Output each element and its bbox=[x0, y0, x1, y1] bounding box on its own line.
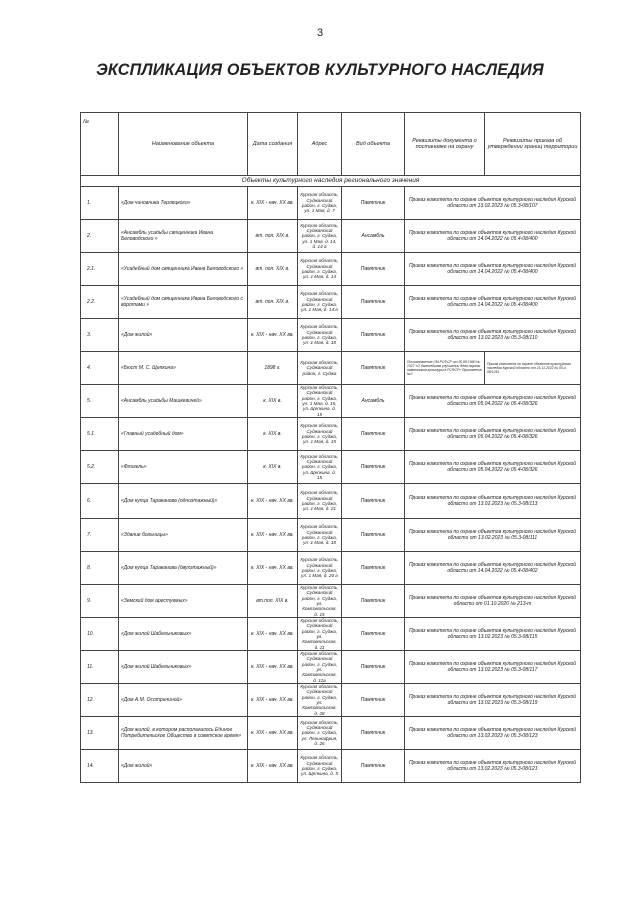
doc-order: Приказ комитета по охране объектов культурного наследия Курской области от 05.04.2022 № 05.4-08/326 bbox=[405, 385, 581, 418]
doc-order: Приказ комитета по охране объектов культурного наследия Курской области от 14.04.2022 № 05.4-08/402 bbox=[405, 552, 581, 585]
header-doc-protection: Реквизиты документа о постановке на охрану bbox=[405, 113, 485, 176]
creation-date: к. XIX в. bbox=[248, 418, 298, 451]
doc-order: Приказ комитета по охране объектов культурного наследия Курской области от 13.02.2023 № 05.3-08/115 bbox=[405, 618, 581, 651]
object-name: «Дом жилой» bbox=[119, 750, 248, 783]
table-row bbox=[81, 684, 581, 717]
object-name: «Дом жилой Шабельниковых» bbox=[119, 618, 248, 651]
creation-date: вт.пол. XIX в. bbox=[248, 585, 298, 618]
object-address: Курская область, Суджанский район, г. Суджа, ул. Щепкина, д. 15 bbox=[298, 451, 342, 484]
object-type: Ансамбль bbox=[342, 220, 405, 253]
object-address: Курская область, Суджанский район, г. Суджа, ул. Комсомольская, д. 15 bbox=[298, 585, 342, 618]
row-number: 5. bbox=[81, 385, 119, 418]
table-row bbox=[81, 352, 581, 385]
creation-date: к. XIX в. bbox=[248, 451, 298, 484]
object-name: «Дом чиновника Терлецкого» bbox=[119, 187, 248, 220]
object-address: Курская область, Суджанский район, г. Суджа, ул. 1 Мая, д. 21 bbox=[298, 484, 342, 519]
row-number: 11. bbox=[81, 651, 119, 684]
table-row bbox=[81, 585, 581, 618]
object-type: Памятник bbox=[342, 484, 405, 519]
doc-order: Приказ комитета по охране объектов культурного наследия Курской области от 13.02.2023 № 05.3-08/107 bbox=[405, 187, 581, 220]
section-row bbox=[81, 176, 581, 187]
creation-date: к. XIX - нач. XX вв. bbox=[248, 717, 298, 750]
object-name: «Главный усадебный дом» bbox=[119, 418, 248, 451]
row-number: 9. bbox=[81, 585, 119, 618]
creation-date: к. XIX в. bbox=[248, 385, 298, 418]
object-address: Курская область, Суджанский район, г. Суджа, ул. Комсомольская, д. 28 bbox=[298, 684, 342, 717]
object-address: Курская область, Суджанский район, г. Суджа, ул. 1 Мая, д. 14 bbox=[298, 253, 342, 286]
object-name: «Ансамбль усадьбы Машкевичей» bbox=[119, 385, 248, 418]
doc-order: Приказ комитета по охране объектов культурного наследия Курской области от 13.02.2023 № 05.3-08/119 bbox=[405, 684, 581, 717]
object-address: Курская область, Суджанский район, г. Суджа, ул. 1 Мая, д. 18 bbox=[298, 319, 342, 352]
object-name: «Усадебный дом священника Ивана Беловодского с воротами » bbox=[119, 286, 248, 319]
doc-order: Приказ комитета по охране объектов культурного наследия Курской области от 13.02.2023 № 05.3-08/111 bbox=[405, 519, 581, 552]
table-row bbox=[81, 717, 581, 750]
row-number: 2.2. bbox=[81, 286, 119, 319]
object-address: Курская область, Суджанский район, г. Суджа, ул. Комсомольская, д. 11 bbox=[298, 618, 342, 651]
table-row bbox=[81, 618, 581, 651]
creation-date: вт. пол. XIX в. bbox=[248, 253, 298, 286]
table-row bbox=[81, 385, 581, 418]
doc-order: Приказ комитета по охране объектов культурного наследия Курской области от 13.02.2023 № 05.3-08/110 bbox=[405, 319, 581, 352]
creation-date: к. XIX - нач. XX вв. bbox=[248, 552, 298, 585]
creation-date: к. XIX - нач. XX вв. bbox=[248, 187, 298, 220]
object-type: Памятник bbox=[342, 286, 405, 319]
row-number: 13. bbox=[81, 717, 119, 750]
table-row bbox=[81, 451, 581, 484]
header-address: Адрес bbox=[298, 113, 342, 176]
table-row bbox=[81, 220, 581, 253]
doc-order: Приказ комитета по охране объектов культурного наследия Курской области от 05.04.2022 № 05.4-08/326 bbox=[405, 418, 581, 451]
object-type: Ансамбль bbox=[342, 385, 405, 418]
object-type: Памятник bbox=[342, 552, 405, 585]
row-number: 10. bbox=[81, 618, 119, 651]
object-type: Памятник bbox=[342, 585, 405, 618]
table-row bbox=[81, 418, 581, 451]
row-number: 8. bbox=[81, 552, 119, 585]
object-type: Памятник bbox=[342, 519, 405, 552]
doc-order: Приказ комитета по охране объектов культурного наследия Курской области от 13.02.2023 № 05.3-08/117 bbox=[405, 651, 581, 684]
object-type: Памятник bbox=[342, 418, 405, 451]
object-name: «Дом жилой» bbox=[119, 319, 248, 352]
object-type: Памятник bbox=[342, 651, 405, 684]
table-row bbox=[81, 552, 581, 585]
object-type: Памятник bbox=[342, 684, 405, 717]
doc-order: Приказ комитета по охране объектов культурного наследия Курской области от 01.10.2020 № 213-т bbox=[405, 585, 581, 618]
heritage-table bbox=[80, 112, 581, 783]
object-address: Курская область, Суджанский район, г. Суджа, ул. 1 Мая, д. 14, д. 14 а bbox=[298, 220, 342, 253]
creation-date: вт. пол. XIX в. bbox=[248, 286, 298, 319]
creation-date: к. XIX - нач. XX вв. bbox=[248, 519, 298, 552]
page-title: ЭКСПЛИКАЦИЯ ОБЪЕКТОВ КУЛЬТУРНОГО НАСЛЕДИЯ bbox=[96, 60, 544, 79]
object-address: Курская область, Суджанский район, г. Суджа, ул. 1 Мая, д. 14 а bbox=[298, 286, 342, 319]
creation-date: к. XIX - нач. XX вв. bbox=[248, 651, 298, 684]
object-address: Курская область, Суджанский район, г. Суджа bbox=[298, 352, 342, 385]
row-number: 7. bbox=[81, 519, 119, 552]
object-name: «Дом жилой Шабельниковых» bbox=[119, 651, 248, 684]
object-type: Памятник bbox=[342, 618, 405, 651]
object-type: Памятник bbox=[342, 451, 405, 484]
table-row bbox=[81, 286, 581, 319]
object-address: Курская область, Суджанский район, г. Суджа, ул. 1 Мая, д. 20 а bbox=[298, 552, 342, 585]
object-address: Курская область, Суджанский район, г. Суджа, ул. 1 Мая, д. 15, ул. Щепкина, д. 15 bbox=[298, 385, 342, 418]
object-type: Памятник bbox=[342, 352, 405, 385]
creation-date: 1898 г. bbox=[248, 352, 298, 385]
object-type: Памятник bbox=[342, 750, 405, 783]
row-number: 5.2. bbox=[81, 451, 119, 484]
creation-date: вт. пол. XIX в. bbox=[248, 220, 298, 253]
row-number: 4. bbox=[81, 352, 119, 385]
object-address: Курская область, Суджанский район, г. Суджа, ул. 1 Мая, д. 18 bbox=[298, 519, 342, 552]
doc-order: Приказ комитета по охране объектов культурного наследия Курской области от 05.04.2022 № 05.4-08/326 bbox=[405, 451, 581, 484]
object-name: «Дом А.М. Осотрининой» bbox=[119, 684, 248, 717]
object-address: Курская область, Суджанский район, г. Суджа, ул. Комсомольская, д. 11а bbox=[298, 651, 342, 684]
object-name: «Дом купца Тараканова (двухэтажный)» bbox=[119, 552, 248, 585]
row-number: 12. bbox=[81, 684, 119, 717]
doc-protection: Постановление СМ РСФСР от 30.08.1960 № 1327 «О дальнейшем улучшении дела охраны памятников культуры в РСФСР» Приложение №2 bbox=[405, 352, 485, 385]
doc-order: Приказ комитета по охране объектов культурного наследия Курской области от 13.02.2023 № 05.3-08/121 bbox=[405, 750, 581, 783]
page-number: 3 bbox=[316, 27, 324, 39]
table-row bbox=[81, 651, 581, 684]
row-number: 14. bbox=[81, 750, 119, 783]
table-row bbox=[81, 319, 581, 352]
object-name: «Усадебный дом священника Ивана Беловодского » bbox=[119, 253, 248, 286]
object-name: «Земский дом арестуемых» bbox=[119, 585, 248, 618]
table-row bbox=[81, 750, 581, 783]
object-address: Курская область, Суджанский район, г. Суджа, ул. 1 Мая, д. 7 bbox=[298, 187, 342, 220]
creation-date: к. XIX - нач. XX вв. bbox=[248, 618, 298, 651]
table-header-row bbox=[81, 113, 581, 176]
doc-order: Приказ комитета по охране объектов культурного наследия Курской области от 14.04.2022 № 05.4-08/400 bbox=[405, 286, 581, 319]
table-row bbox=[81, 484, 581, 519]
row-number: 5.1 bbox=[81, 418, 119, 451]
object-type: Памятник bbox=[342, 253, 405, 286]
table-row bbox=[81, 519, 581, 552]
section-title: Объекты культурного наследия регионального значения bbox=[81, 176, 581, 187]
object-name: «Здание больницы» bbox=[119, 519, 248, 552]
row-number: 2. bbox=[81, 220, 119, 253]
table-row bbox=[81, 187, 581, 220]
header-date: Дата создания bbox=[248, 113, 298, 176]
object-address: Курская область, Суджанский район, г. Суджа, ул. Ленинафрия, д. 26 bbox=[298, 717, 342, 750]
row-number: 2.1. bbox=[81, 253, 119, 286]
object-address: Курская область, Суджанский район, г. Суджа, ул. 1 Мая, д. 15 bbox=[298, 418, 342, 451]
doc-order: Приказ комитета по охране объектов культурного наследия Курской области от 14.04.2022 № 05.4-08/400 bbox=[405, 253, 581, 286]
doc-order: Приказ комитета по охране объектов культурного наследия Курской области от 14.04.2022 № 05.4-08/400 bbox=[405, 220, 581, 253]
object-name: «Дом купца Тараканова (одноэтажный)» bbox=[119, 484, 248, 519]
creation-date: к. XIX - нач. XX вв. bbox=[248, 750, 298, 783]
object-type: Памятник bbox=[342, 717, 405, 750]
object-type: Памятник bbox=[342, 187, 405, 220]
header-type: Вид объекта bbox=[342, 113, 405, 176]
doc-territory: Приказ комитета по охране объектов культурного наследия Курской области от 21.11.2022 № 05.4-08/1251 bbox=[485, 352, 581, 385]
row-number: 3. bbox=[81, 319, 119, 352]
doc-order: Приказ комитета по охране объектов культурного наследия Курской области от 13.02.2023 № 05.3-08/113 bbox=[405, 484, 581, 519]
object-address: Курская область, Суджанский район, г. Суджа, ул. Щепкина, д. 5 bbox=[298, 750, 342, 783]
object-name: «Флигель» bbox=[119, 451, 248, 484]
creation-date: к. XIX - нач. XX вв. bbox=[248, 319, 298, 352]
row-number: 6. bbox=[81, 484, 119, 519]
object-name: «Дом жилой, в котором располагалось Единое Потребительское Общество в советское время» bbox=[119, 717, 248, 750]
table-row bbox=[81, 253, 581, 286]
object-type: Памятник bbox=[342, 319, 405, 352]
header-num: № bbox=[81, 113, 119, 176]
doc-order: Приказ комитета по охране объектов культурного наследия Курской области от 13.02.2023 № 05.3-08/123 bbox=[405, 717, 581, 750]
creation-date: к. XIX - нач. XX вв. bbox=[248, 484, 298, 519]
object-name: «Ансамбль усадьбы священника Ивана Беловодского » bbox=[119, 220, 248, 253]
header-doc-territory: Реквизиты приказа об утверждении границ территории bbox=[485, 113, 581, 176]
object-name: «Бюст М. С. Щепкина» bbox=[119, 352, 248, 385]
creation-date: к. XIX - нач. XX вв. bbox=[248, 684, 298, 717]
header-name: Наименование объекта bbox=[119, 113, 248, 176]
row-number: 1. bbox=[81, 187, 119, 220]
